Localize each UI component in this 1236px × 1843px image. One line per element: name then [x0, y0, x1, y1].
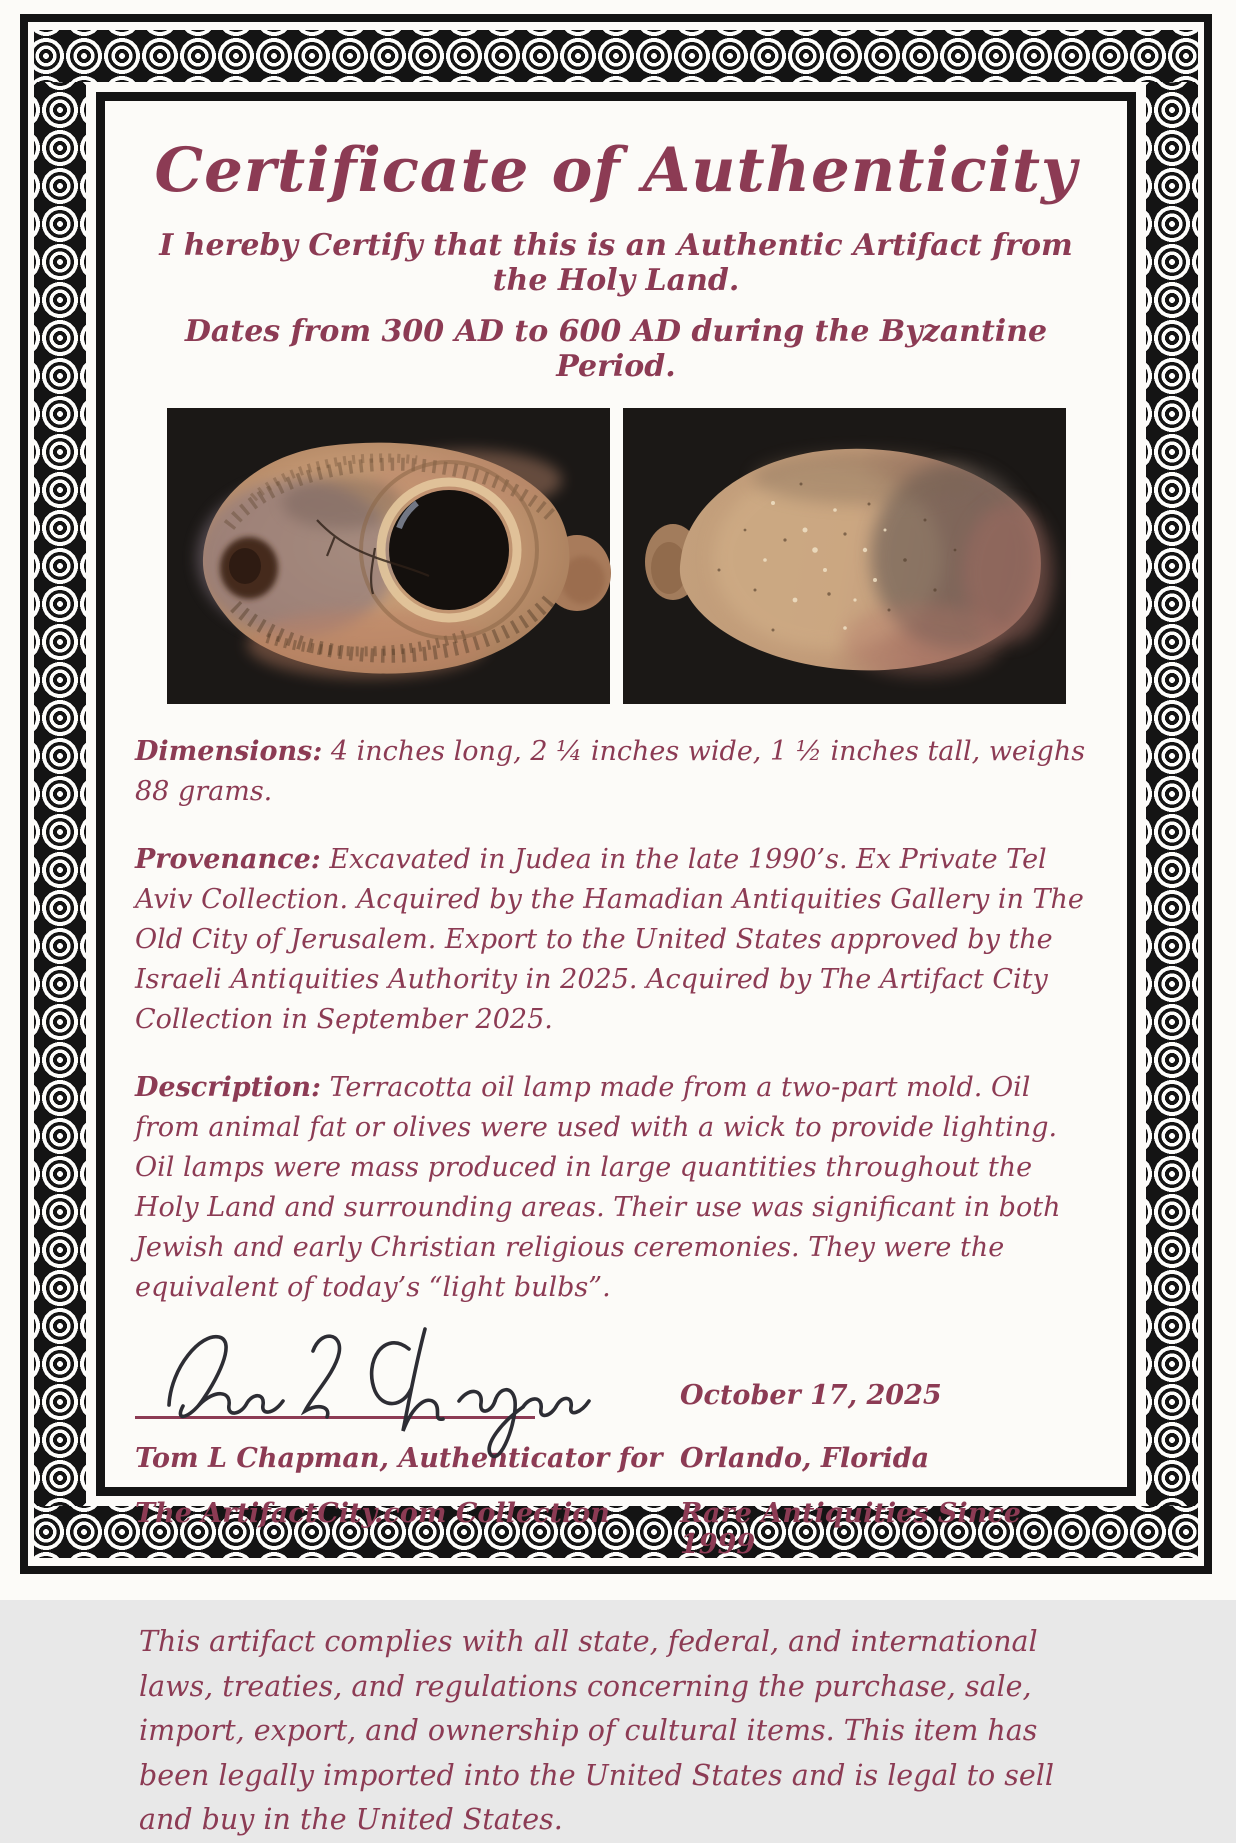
- location-line: Orlando, Florida: [680, 1443, 930, 1475]
- inner-border-frame: [96, 92, 1136, 1837]
- legal-compliance-text: This artifact complies with all state, federal, and international laws, treaties, and regulations concerning the purchase, sale, import, export, and ownership of cultural items. This item has been legally imported into the United States and is legal to sell and buy in the United States.: [139, 1625, 1054, 1837]
- circle-band-left: [34, 82, 86, 1506]
- tagline-line: Rare Antiquities Since 1999: [680, 1498, 1021, 1561]
- provenance-label: Provenance:: [135, 844, 321, 875]
- provenance-section: [135, 840, 1097, 1040]
- signature-block: [135, 1317, 1097, 1560]
- dimensions-text: 4 inches long, 2 ¼ inches wide, 1 ½ inches tall, weighs 88 grams.: [135, 736, 1086, 808]
- certificate-content: [105, 101, 1127, 1837]
- artifact-photos-row: [131, 408, 1101, 704]
- description-text: Terracotta oil lamp made from a two-part mold. Oil from animal fat or olives were used with a wick to provide lighting. Oil lamps were mass produced in large quantities throughout the Holy Land and surrounding areas. Their use was significant in both Jewish and early Christian religious ceremonies. They were the equivalent of today’s “light bulbs”.: [135, 1071, 1061, 1303]
- certify-statement: I hereby Certify that this is an Authentic Artifact from the Holy Land.: [159, 228, 1073, 299]
- oil-lamp-top-view-photo: [167, 408, 610, 704]
- circle-band-right: [1146, 82, 1198, 1506]
- description-section: [135, 1068, 1097, 1308]
- signature-area: [135, 1317, 680, 1433]
- oil-lamp-bottom-view-photo: [623, 408, 1066, 704]
- circle-band-top: [34, 30, 1198, 82]
- description-label: Description:: [135, 1071, 321, 1103]
- dimensions-label: Dimensions:: [135, 736, 323, 768]
- certification-date: October 17, 2025: [680, 1380, 942, 1412]
- signature-handwriting: [141, 1309, 611, 1439]
- certificate-title: Certificate of Authenticity: [154, 135, 1078, 206]
- collection-line: The ArtifactCity.com Collection: [135, 1498, 610, 1530]
- dimensions-section: [135, 732, 1097, 812]
- provenance-text: Excavated in Judea in the late 1990’s. Ex Private Tel Aviv Collection. Acquired by the Hamadian Antiquities Gallery in The Old City of Jerusalem. Export to the United States approved by the Israeli Antiquities Authority in 2025. Acquired by The Artifact City Collection in September 2025.: [135, 844, 1084, 1035]
- dating-statement: Dates from 300 AD to 600 AD during the Byzantine Period.: [184, 314, 1048, 385]
- authenticator-line: Tom L Chapman, Authenticator for: [135, 1443, 663, 1475]
